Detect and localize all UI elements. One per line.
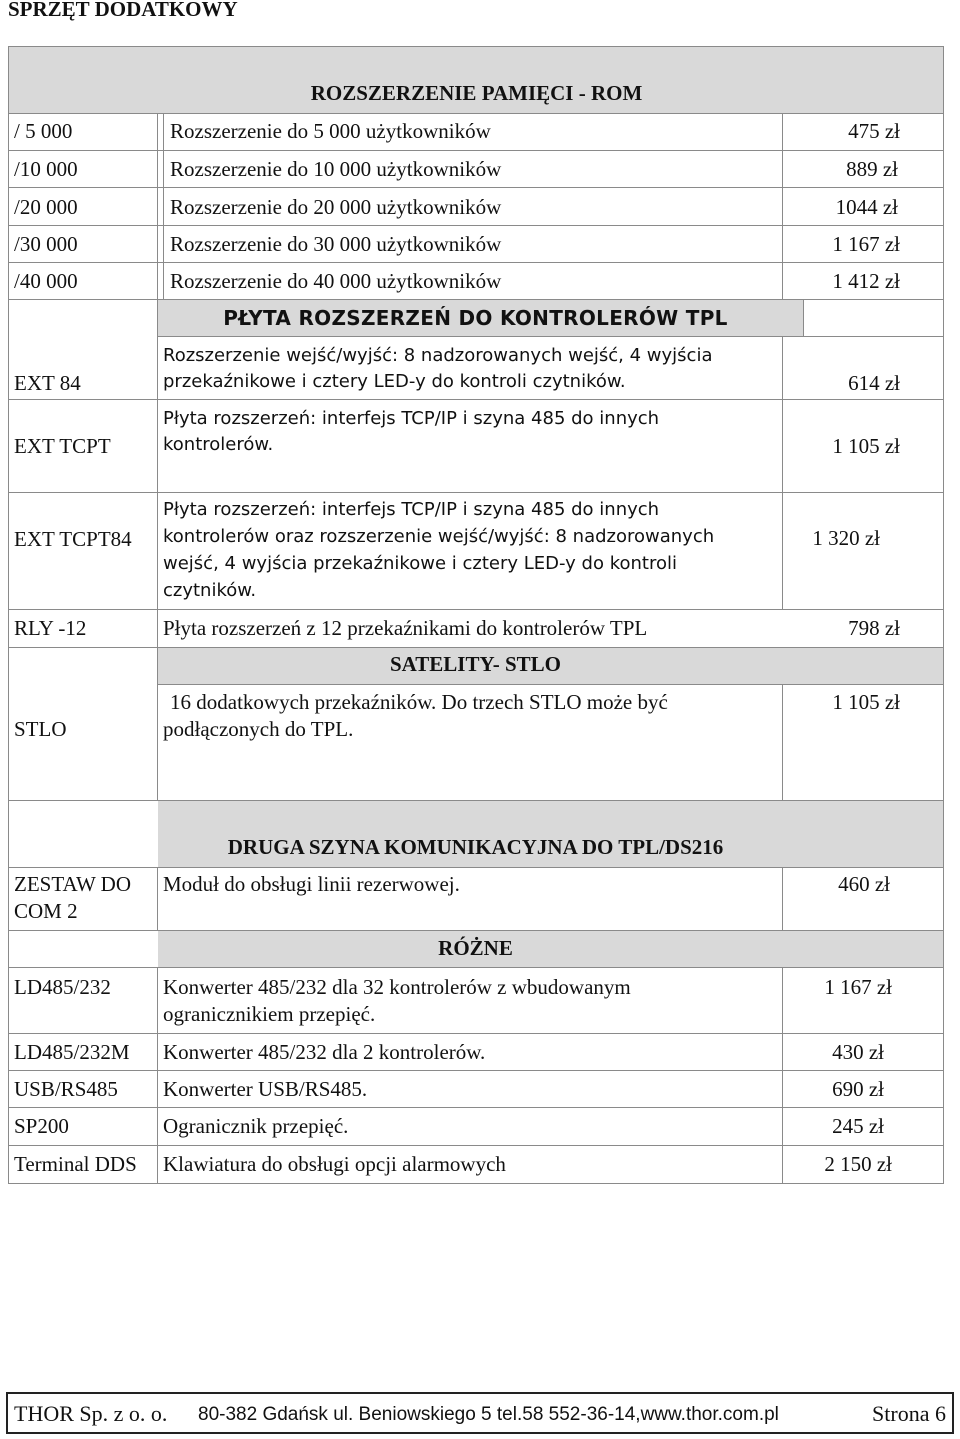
tpl-desc: kontrolerów oraz rozszerzenie wejść/wyjść: 8 nadzorowanych bbox=[163, 526, 715, 547]
rozne-price: 690 zł bbox=[832, 1077, 884, 1101]
rozne-desc: Konwerter 485/232 dla 32 kontrolerów z wbudowanym bbox=[163, 975, 631, 999]
rom-price: 1 412 zł bbox=[832, 269, 900, 293]
tpl-desc: wejść, 4 wyjścia przekaźnikowe i cztery LED-y do kontroli bbox=[163, 553, 677, 574]
satelity-code: STLO bbox=[14, 717, 67, 741]
rom-desc: Rozszerzenie do 20 000 użytkowników bbox=[170, 195, 502, 219]
tpl-code: EXT TCPT bbox=[14, 434, 111, 458]
rozne-price: 1 167 zł bbox=[824, 975, 892, 999]
section-title-satelity: SATELITY- STLO bbox=[390, 652, 561, 676]
rozne-desc: Klawiatura do obsługi opcji alarmowych bbox=[163, 1152, 506, 1176]
rom-desc: Rozszerzenie do 30 000 użytkowników bbox=[170, 232, 502, 256]
rozne-code: LD485/232M bbox=[14, 1040, 130, 1064]
section-title-tpl: PŁYTA ROZSZERZEŃ DO KONTROLERÓW TPL bbox=[223, 306, 728, 330]
tpl-price: 1 320 zł bbox=[812, 526, 880, 550]
section-title-druga: DRUGA SZYNA KOMUNIKACYJNA DO TPL/DS216 bbox=[227, 835, 724, 859]
rom-price: 1 167 zł bbox=[832, 232, 900, 256]
tpl-desc: przekaźnikowe i cztery LED-y do kontroli czytników. bbox=[163, 371, 626, 392]
satelity-price: 1 105 zł bbox=[832, 690, 900, 714]
rom-desc: Rozszerzenie do 40 000 użytkowników bbox=[170, 269, 502, 293]
druga-code: COM 2 bbox=[14, 899, 78, 923]
druga-desc: Moduł do obsługi linii rezerwowej. bbox=[163, 872, 460, 896]
footer-address: 80-382 Gdańsk ul. Beniowskiego 5 tel.58 552-36-14,www.thor.com.pl bbox=[198, 1404, 779, 1425]
rom-desc: Rozszerzenie do 5 000 użytkowników bbox=[170, 119, 491, 143]
tpl-price: 614 zł bbox=[848, 371, 900, 395]
rozne-code: SP200 bbox=[14, 1114, 69, 1138]
rom-code: /20 000 bbox=[14, 195, 78, 219]
rozne-desc: Konwerter 485/232 dla 2 kontrolerów. bbox=[163, 1040, 486, 1064]
tpl-price: 1 105 zł bbox=[832, 434, 900, 458]
rom-price: 475 zł bbox=[848, 119, 900, 143]
page-heading: SPRZĘT DODATKOWY bbox=[8, 0, 238, 21]
rozne-code: LD485/232 bbox=[14, 975, 111, 999]
rozne-desc: ogranicznikiem przepięć. bbox=[163, 1002, 376, 1026]
rozne-desc: Konwerter USB/RS485. bbox=[163, 1077, 368, 1101]
tpl-code: EXT 84 bbox=[14, 371, 81, 395]
footer-company: THOR Sp. z o. o. bbox=[14, 1401, 168, 1426]
satelity-desc: podłączonych do TPL. bbox=[163, 717, 354, 741]
rozne-code: USB/RS485 bbox=[14, 1077, 118, 1101]
section-title-rozne: RÓŻNE bbox=[438, 936, 513, 960]
tpl-desc: Płyta rozszerzeń z 12 przekaźnikami do kontrolerów TPL bbox=[163, 616, 648, 640]
rom-code: /40 000 bbox=[14, 269, 78, 293]
rom-desc: Rozszerzenie do 10 000 użytkowników bbox=[170, 157, 502, 181]
rom-price: 1044 zł bbox=[835, 195, 898, 219]
tpl-desc: Płyta rozszerzeń: interfejs TCP/IP i szyna 485 do innych bbox=[163, 499, 660, 520]
rom-code: / 5 000 bbox=[14, 119, 73, 143]
rozne-price: 2 150 zł bbox=[824, 1152, 892, 1176]
page-footer bbox=[6, 1392, 954, 1434]
tpl-desc: kontrolerów. bbox=[163, 434, 274, 455]
tpl-price: 798 zł bbox=[848, 616, 900, 640]
rozne-code: Terminal DDS bbox=[14, 1152, 137, 1176]
rom-code: /10 000 bbox=[14, 157, 78, 181]
druga-price: 460 zł bbox=[838, 872, 890, 896]
tpl-code: RLY -12 bbox=[14, 616, 87, 640]
rozne-price: 430 zł bbox=[832, 1040, 884, 1064]
tpl-desc: Rozszerzenie wejść/wyjść: 8 nadzorowanych wejść, 4 wyjścia bbox=[163, 345, 713, 366]
section-header-rom: ROZSZERZENIE PAMIĘCI - ROM bbox=[9, 47, 944, 113]
footer-page-number: Strona 6 bbox=[872, 1401, 946, 1426]
tpl-desc: Płyta rozszerzeń: interfejs TCP/IP i szyna 485 do innych bbox=[163, 408, 660, 429]
satelity-desc: 16 dodatkowych przekaźników. Do trzech STLO może być bbox=[170, 690, 668, 714]
tpl-desc: czytników. bbox=[163, 580, 257, 601]
rozne-price: 245 zł bbox=[832, 1114, 884, 1138]
rom-code: /30 000 bbox=[14, 232, 78, 256]
rozne-desc: Ogranicznik przepięć. bbox=[163, 1114, 349, 1138]
tpl-code: EXT TCPT84 bbox=[14, 527, 132, 551]
druga-code: ZESTAW DO bbox=[14, 872, 131, 896]
rom-price: 889 zł bbox=[846, 157, 898, 181]
